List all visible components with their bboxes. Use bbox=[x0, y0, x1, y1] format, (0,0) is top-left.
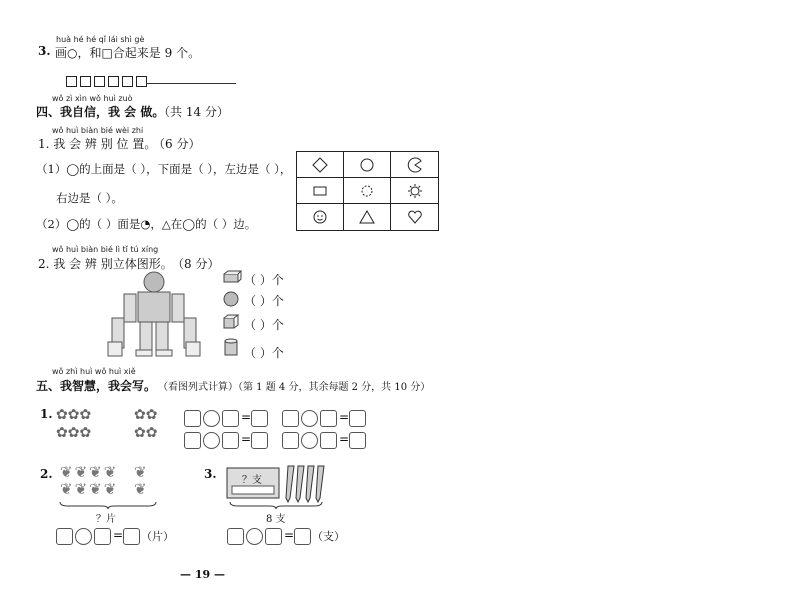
leaf-group-right bbox=[134, 464, 147, 498]
leaf-icon: ❦ bbox=[89, 463, 104, 481]
grid-cell bbox=[344, 204, 391, 230]
answer-square[interactable] bbox=[122, 76, 133, 87]
flower-icon: ✿ bbox=[67, 425, 80, 441]
flower-icon: ✿ bbox=[134, 407, 146, 423]
answer-box[interactable] bbox=[320, 410, 337, 427]
count-answer-cylinder[interactable]: （ ）个 bbox=[244, 346, 284, 360]
grid-cell bbox=[297, 152, 344, 178]
flower-icon: ✿ bbox=[79, 425, 92, 441]
equals-sign: = bbox=[241, 432, 252, 446]
flower-icon: ✿ bbox=[79, 407, 92, 423]
answer-box[interactable] bbox=[294, 528, 311, 545]
answer-box[interactable] bbox=[184, 410, 201, 427]
section4-title: 四、我自信，我 会 做。 bbox=[36, 105, 165, 119]
robot-illustration bbox=[104, 270, 214, 360]
smiley-icon bbox=[312, 209, 328, 225]
leaf-icon: ❦ bbox=[134, 480, 147, 498]
operator-circle[interactable] bbox=[301, 410, 318, 427]
pacman-icon bbox=[407, 157, 423, 173]
s5q2-unit: （片） bbox=[141, 530, 174, 543]
q3-squares bbox=[66, 71, 150, 90]
leaf-icon: ❦ bbox=[74, 480, 90, 498]
answer-square[interactable] bbox=[108, 76, 119, 87]
flower-icon: ✿ bbox=[145, 425, 158, 441]
section4-score: （共 14 分） bbox=[158, 105, 229, 119]
answer-box[interactable] bbox=[227, 528, 244, 545]
gear-icon bbox=[359, 183, 375, 199]
s4q2-title: 2. 我 会 辨 别立体图形。 bbox=[38, 257, 173, 271]
pencils-icon bbox=[282, 464, 326, 504]
cuboid-icon bbox=[222, 270, 242, 284]
count-answer-cuboid[interactable]: （ ）个 bbox=[244, 273, 284, 287]
brace bbox=[228, 500, 324, 510]
q3-pinyin: huà hé hé qǐ lái shì gè bbox=[56, 35, 145, 44]
grid-cell bbox=[297, 178, 344, 204]
s4q1-title: 1. 我 会 辨 别 位 置。 bbox=[38, 137, 157, 151]
answer-box[interactable] bbox=[94, 528, 111, 545]
answer-box[interactable] bbox=[265, 528, 282, 545]
flower-group-right bbox=[134, 406, 157, 442]
q3-answer-line[interactable] bbox=[146, 83, 236, 84]
answer-box[interactable] bbox=[349, 410, 366, 427]
answer-box[interactable] bbox=[282, 432, 299, 449]
grid-cell bbox=[297, 204, 344, 230]
leaf-group bbox=[60, 464, 118, 498]
s5q3-number: 3. bbox=[204, 467, 217, 481]
answer-box[interactable] bbox=[123, 528, 140, 545]
equals-sign: = bbox=[339, 432, 350, 446]
operator-circle[interactable] bbox=[203, 432, 220, 449]
sphere-icon bbox=[222, 290, 240, 308]
flower-icon: ✿ bbox=[56, 425, 68, 441]
triangle-icon bbox=[359, 209, 375, 225]
rectangle-icon bbox=[312, 183, 328, 199]
s5q3-unit: （支） bbox=[312, 530, 345, 543]
grid-cell bbox=[344, 152, 391, 178]
grid-cell bbox=[391, 204, 438, 230]
operator-circle[interactable] bbox=[75, 528, 92, 545]
s5q2-number: 2. bbox=[40, 467, 53, 481]
s5q3-label: 8 支 bbox=[266, 514, 286, 525]
flower-icon: ✿ bbox=[56, 407, 68, 423]
count-answer-cube[interactable]: （ ）个 bbox=[244, 318, 284, 332]
flower-icon: ✿ bbox=[134, 425, 146, 441]
answer-square[interactable] bbox=[136, 76, 147, 87]
circle-icon bbox=[359, 157, 375, 173]
equals-sign: = bbox=[284, 528, 295, 542]
flower-group-left bbox=[56, 406, 91, 442]
leaf-icon: ❦ bbox=[134, 463, 147, 481]
leaf-icon: ❦ bbox=[103, 463, 119, 481]
grid-cell bbox=[344, 178, 391, 204]
operator-circle[interactable] bbox=[301, 432, 318, 449]
shape-grid bbox=[296, 151, 439, 231]
s4q2-pinyin: wǒ huì biàn bié lì tǐ tú xíng bbox=[52, 245, 159, 254]
brace bbox=[58, 500, 158, 510]
q3-text: 画○，和□合起来是 9 个。 bbox=[55, 46, 201, 60]
cylinder-icon bbox=[222, 338, 240, 358]
answer-box[interactable] bbox=[349, 432, 366, 449]
equals-sign: = bbox=[339, 410, 350, 424]
answer-square[interactable] bbox=[66, 76, 77, 87]
grid-cell bbox=[391, 152, 438, 178]
heart-icon bbox=[407, 209, 423, 225]
s4q1-line3: （2）◯的（ ）面是◔，△在◯的（ ）边。 bbox=[36, 217, 257, 231]
answer-box[interactable] bbox=[320, 432, 337, 449]
leaf-icon: ❦ bbox=[60, 463, 75, 481]
answer-box[interactable] bbox=[222, 432, 239, 449]
s4q1-score: （6 分） bbox=[153, 137, 201, 151]
answer-box[interactable] bbox=[282, 410, 299, 427]
leaf-icon: ❦ bbox=[103, 480, 119, 498]
s4q1-line2: 右边是（ ）。 bbox=[56, 191, 123, 205]
section5-note: （看图列式计算）（第 1 题 4 分，其余每题 2 分，共 10 分） bbox=[158, 382, 431, 393]
count-answer-sphere[interactable]: （ ）个 bbox=[244, 294, 284, 308]
s5q3-box-label: ？支 bbox=[242, 475, 262, 486]
section5-pinyin: wǒ zhì huì wǒ huì xiě bbox=[52, 367, 136, 376]
s5q1-number: 1. bbox=[40, 407, 53, 421]
leaf-icon: ❦ bbox=[89, 480, 104, 498]
leaf-icon: ❦ bbox=[60, 480, 75, 498]
s4q2-score: （8 分） bbox=[172, 257, 220, 271]
q3-number: 3. bbox=[38, 44, 51, 58]
operator-circle[interactable] bbox=[203, 410, 220, 427]
grid-cell bbox=[391, 178, 438, 204]
flower-icon: ✿ bbox=[67, 407, 80, 423]
section4-pinyin: wǒ zì xìn wǒ huì zuò bbox=[52, 94, 133, 103]
cube-icon bbox=[222, 314, 240, 330]
section5-title: 五、我智慧，我会写。 bbox=[36, 379, 157, 393]
equals-sign: = bbox=[113, 528, 124, 542]
s5q2-label: ？片 bbox=[96, 514, 116, 525]
equals-sign: = bbox=[241, 410, 252, 424]
sun-icon bbox=[407, 183, 423, 199]
answer-box[interactable] bbox=[251, 432, 268, 449]
flower-icon: ✿ bbox=[145, 407, 158, 423]
s4q1-pinyin: wǒ huì biàn bié wèi zhi bbox=[52, 126, 144, 135]
leaf-icon: ❦ bbox=[74, 463, 90, 481]
operator-circle[interactable] bbox=[246, 528, 263, 545]
answer-box[interactable] bbox=[251, 410, 268, 427]
answer-box[interactable] bbox=[184, 432, 201, 449]
answer-square[interactable] bbox=[80, 76, 91, 87]
answer-square[interactable] bbox=[94, 76, 105, 87]
answer-box[interactable] bbox=[222, 410, 239, 427]
diamond-icon bbox=[312, 157, 328, 173]
page-number: — 19 — bbox=[180, 568, 225, 581]
answer-box[interactable] bbox=[56, 528, 73, 545]
s4q1-line1: （1）◯的上面是（ ），下面是（ ），左边是（ ）， bbox=[36, 162, 292, 176]
